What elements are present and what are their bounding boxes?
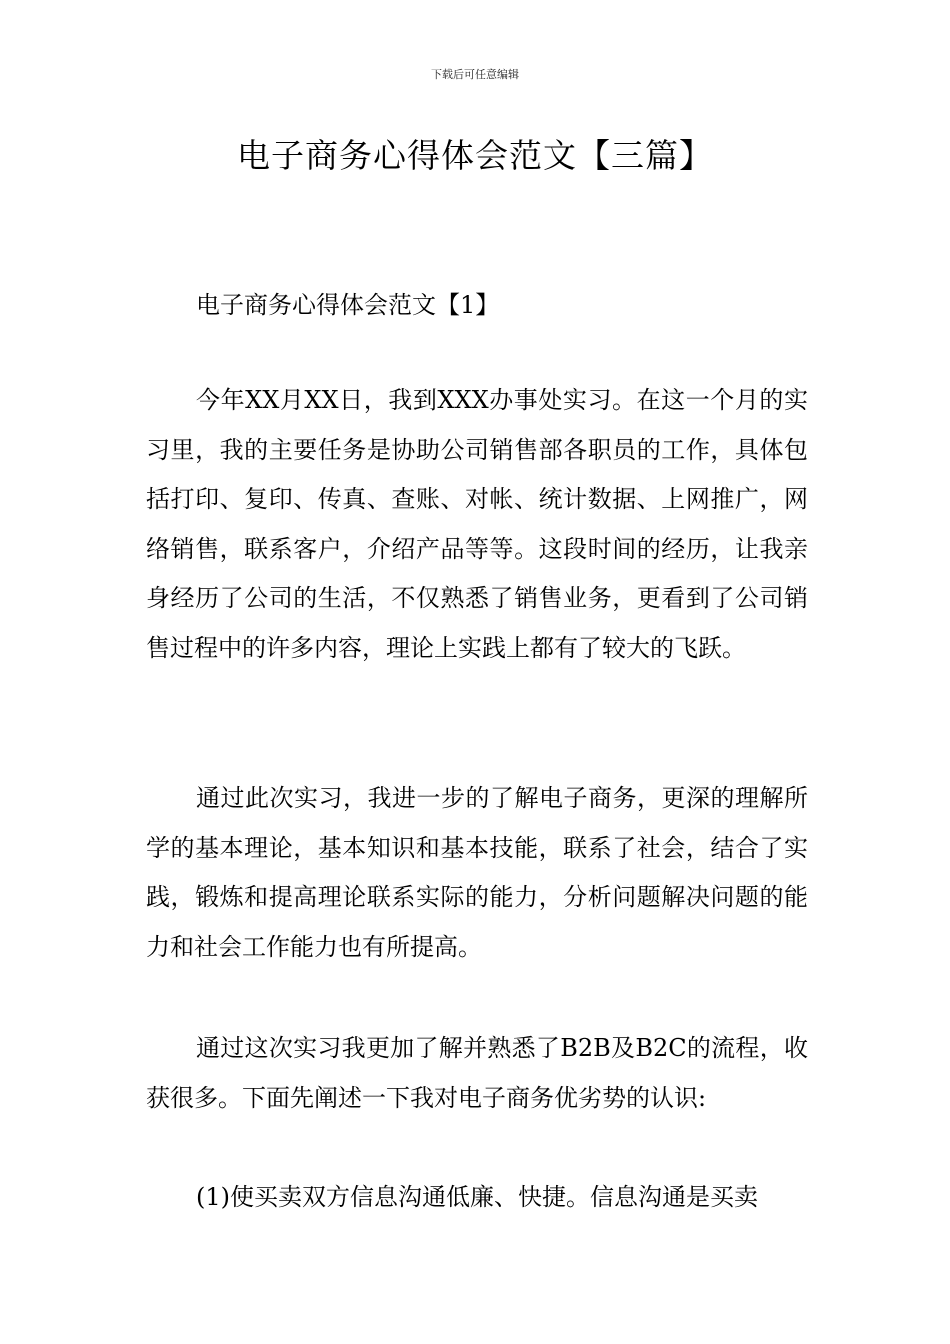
paragraph: 今年XX月XX日，我到XXX办事处实习。在这一个月的实习里，我的主要任务是协助公司销售部各职员的工作，具体包括打印、复印、传真、查账、对帐、统计数据、上网推广，网络销售，联系客户，介绍产品等等。这段时间的经历，让我亲身经历了公司的生活，不仅熟悉了销售业务，更看到了公司销售过程中的许多内容，理论上实践上都有了较大的飞跃。 [146,386,808,662]
paragraph: 通过这次实习我更加了解并熟悉了B2B及B2C的流程，收获很多。下面先阐述一下我对电子商务优劣势的认识: [146,1034,808,1112]
page-header-note: 下载后可任意编辑 [431,68,519,81]
paragraph: 通过此次实习，我进一步的了解电子商务，更深的理解所学的基本理论，基本知识和基本技能，联系了社会，结合了实践，锻炼和提高理论联系实际的能力，分析问题解决问题的能力和社会工作能力也有所提高。 [146,784,808,961]
document-title: 电子商务心得体会范文【三篇】 [237,136,713,175]
paragraph: (1)使买卖双方信息沟通低廉、快捷。信息沟通是买卖 [196,1183,758,1211]
section-heading: 电子商务心得体会范文【1】 [196,291,500,319]
